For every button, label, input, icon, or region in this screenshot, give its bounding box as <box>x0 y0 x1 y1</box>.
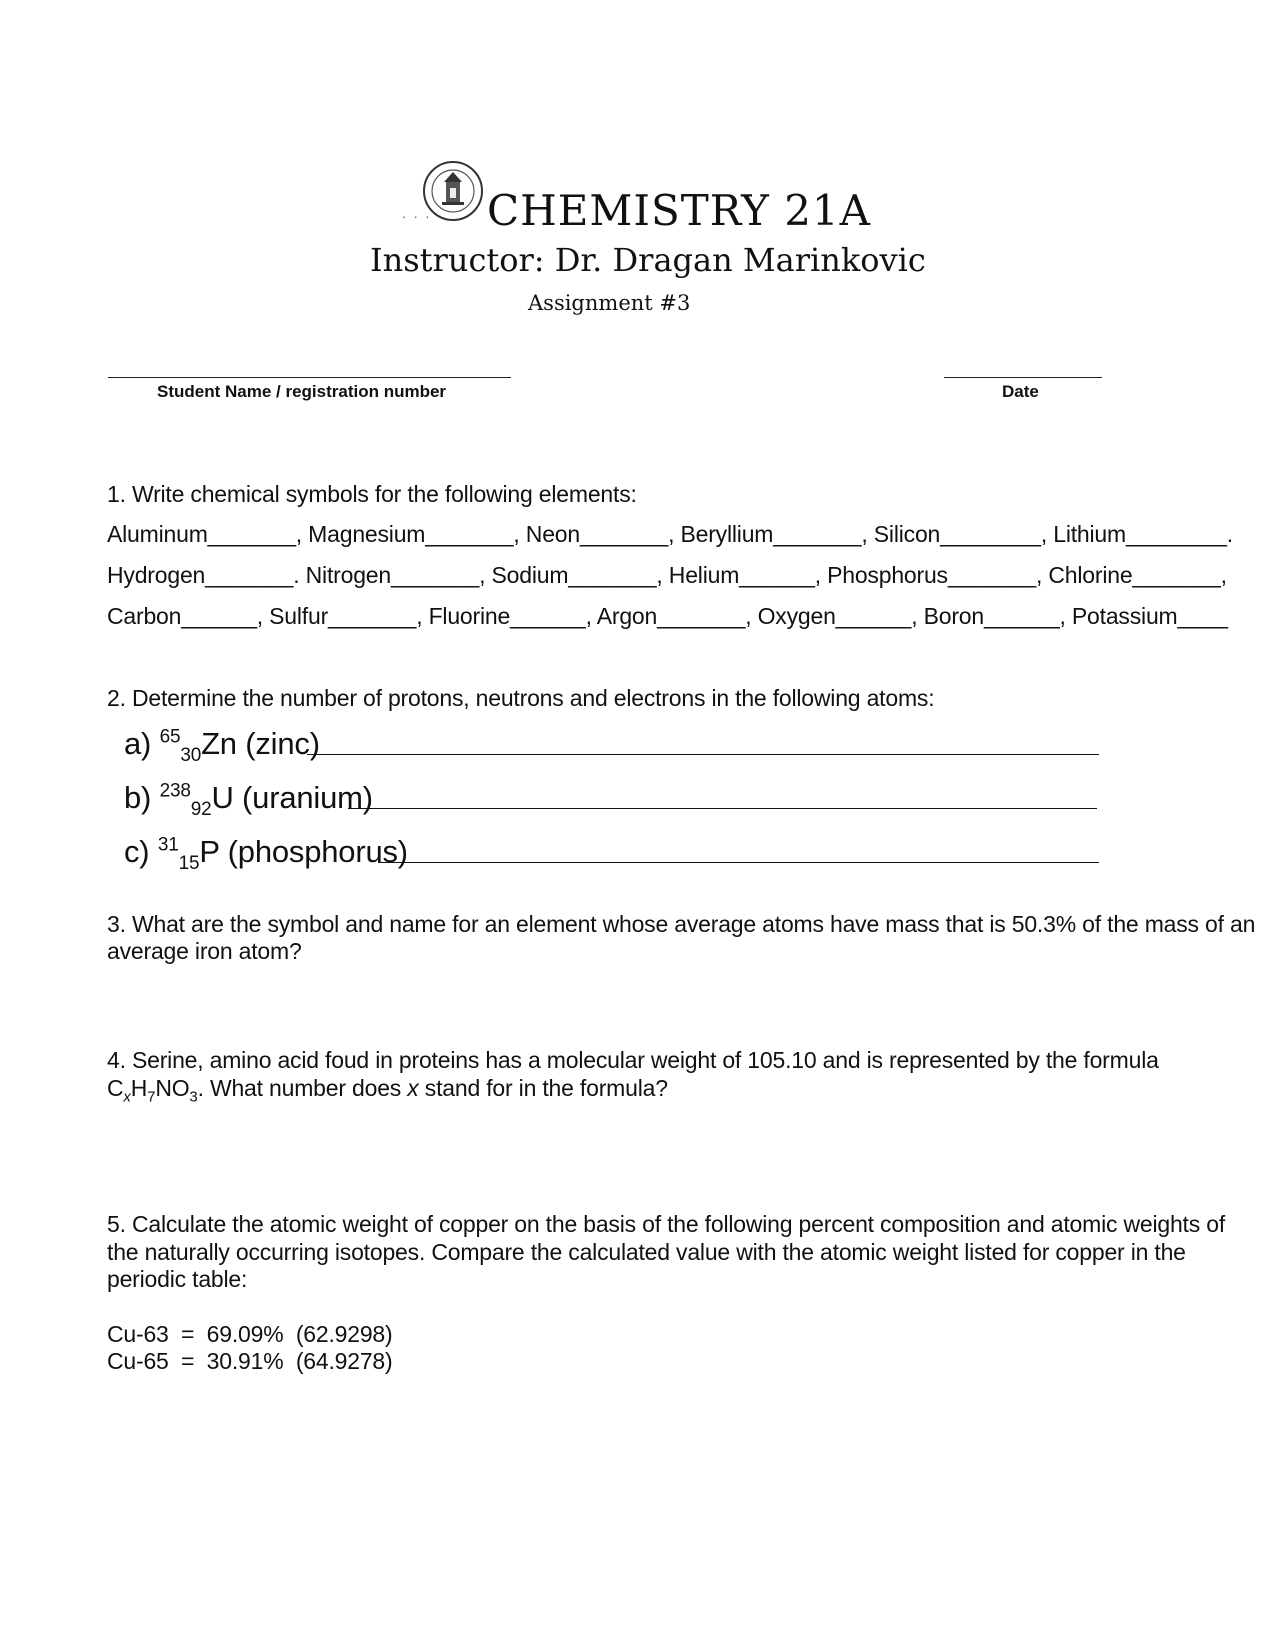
question-5-line-2: the naturally occurring isotopes. Compare the calculated value with the atomic weight listed for copper in the <box>107 1239 1186 1265</box>
question-5-line-1: 5. Calculate the atomic weight of copper on the basis of the following percent composition and atomic weights of <box>107 1211 1226 1237</box>
atomic-number: 15 <box>178 853 200 875</box>
element-symbol: Zn <box>201 726 237 761</box>
item-letter: b) <box>124 780 152 815</box>
question-2-item-b <box>124 780 373 821</box>
course-title: CHEMISTRY 21A <box>487 186 871 235</box>
mass-number: 65 <box>159 726 181 748</box>
question-1-line-1: Aluminum_______, Magnesium_______, Neon_______, Beryllium_______, Silicon________, Lithium________. <box>107 521 1233 547</box>
college-seal-logo <box>422 160 484 222</box>
mass-number: 31 <box>157 834 179 856</box>
date-label: Date <box>1002 382 1039 401</box>
question-2-item-a <box>124 726 320 767</box>
question-5-line-3: periodic table: <box>107 1266 248 1292</box>
element-symbol: P <box>199 834 220 869</box>
student-name-line[interactable] <box>108 377 511 378</box>
atomic-number: 92 <box>190 799 212 821</box>
atomic-number: 30 <box>180 745 202 767</box>
element-name: (uranium) <box>233 780 373 815</box>
question-4-line-1: 4. Serine, amino acid foud in proteins has a molecular weight of 105.10 and is represented by the formula <box>107 1047 1159 1073</box>
isotope-data-cu65: Cu-65 = 30.91% (64.9278) <box>107 1348 393 1374</box>
question-1-prompt: 1. Write chemical symbols for the following elements: <box>107 481 637 507</box>
question-3-line-1: 3. What are the symbol and name for an element whose average atoms have mass that is 50.3% of the mass of an <box>107 911 1256 937</box>
answer-line-b[interactable] <box>348 808 1097 809</box>
question-3-line-2: average iron atom? <box>107 938 302 964</box>
question-2-prompt: 2. Determine the number of protons, neutrons and electrons in the following atoms: <box>107 685 935 711</box>
element-name: (zinc) <box>236 726 320 761</box>
serine-formula: $C_xH_7NO_3$ <box>107 1075 198 1106</box>
element-symbol: U <box>211 780 234 815</box>
assignment-number: Assignment #3 <box>528 291 691 315</box>
element-name: (phosphorus) <box>219 834 408 869</box>
isotope-data-cu63: Cu-63 = 69.09% (62.9298) <box>107 1321 393 1347</box>
item-letter: c) <box>124 834 150 869</box>
mass-number: 238 <box>159 780 191 802</box>
question-1-line-2: Hydrogen_______. Nitrogen_______, Sodium_______, Helium______, Phosphorus_______, Chlorine_______, <box>107 562 1227 588</box>
student-name-label: Student Name / registration number <box>157 382 447 401</box>
header-dots: . . . <box>402 205 432 221</box>
item-letter: a) <box>124 726 152 761</box>
date-line[interactable] <box>944 377 1102 378</box>
instructor-line: Instructor: Dr. Dragan Marinkovic <box>370 241 926 279</box>
question-4-line-2: $C_xH_7NO_3$. What number does x stand for in the formula? <box>107 1075 668 1106</box>
question-1-line-3: Carbon______, Sulfur_______, Fluorine______, Argon_______, Oxygen______, Boron______, Potassium____ <box>107 603 1228 629</box>
answer-line-a[interactable] <box>307 754 1099 755</box>
question-2-item-c <box>124 834 408 875</box>
answer-line-c[interactable] <box>378 862 1099 863</box>
